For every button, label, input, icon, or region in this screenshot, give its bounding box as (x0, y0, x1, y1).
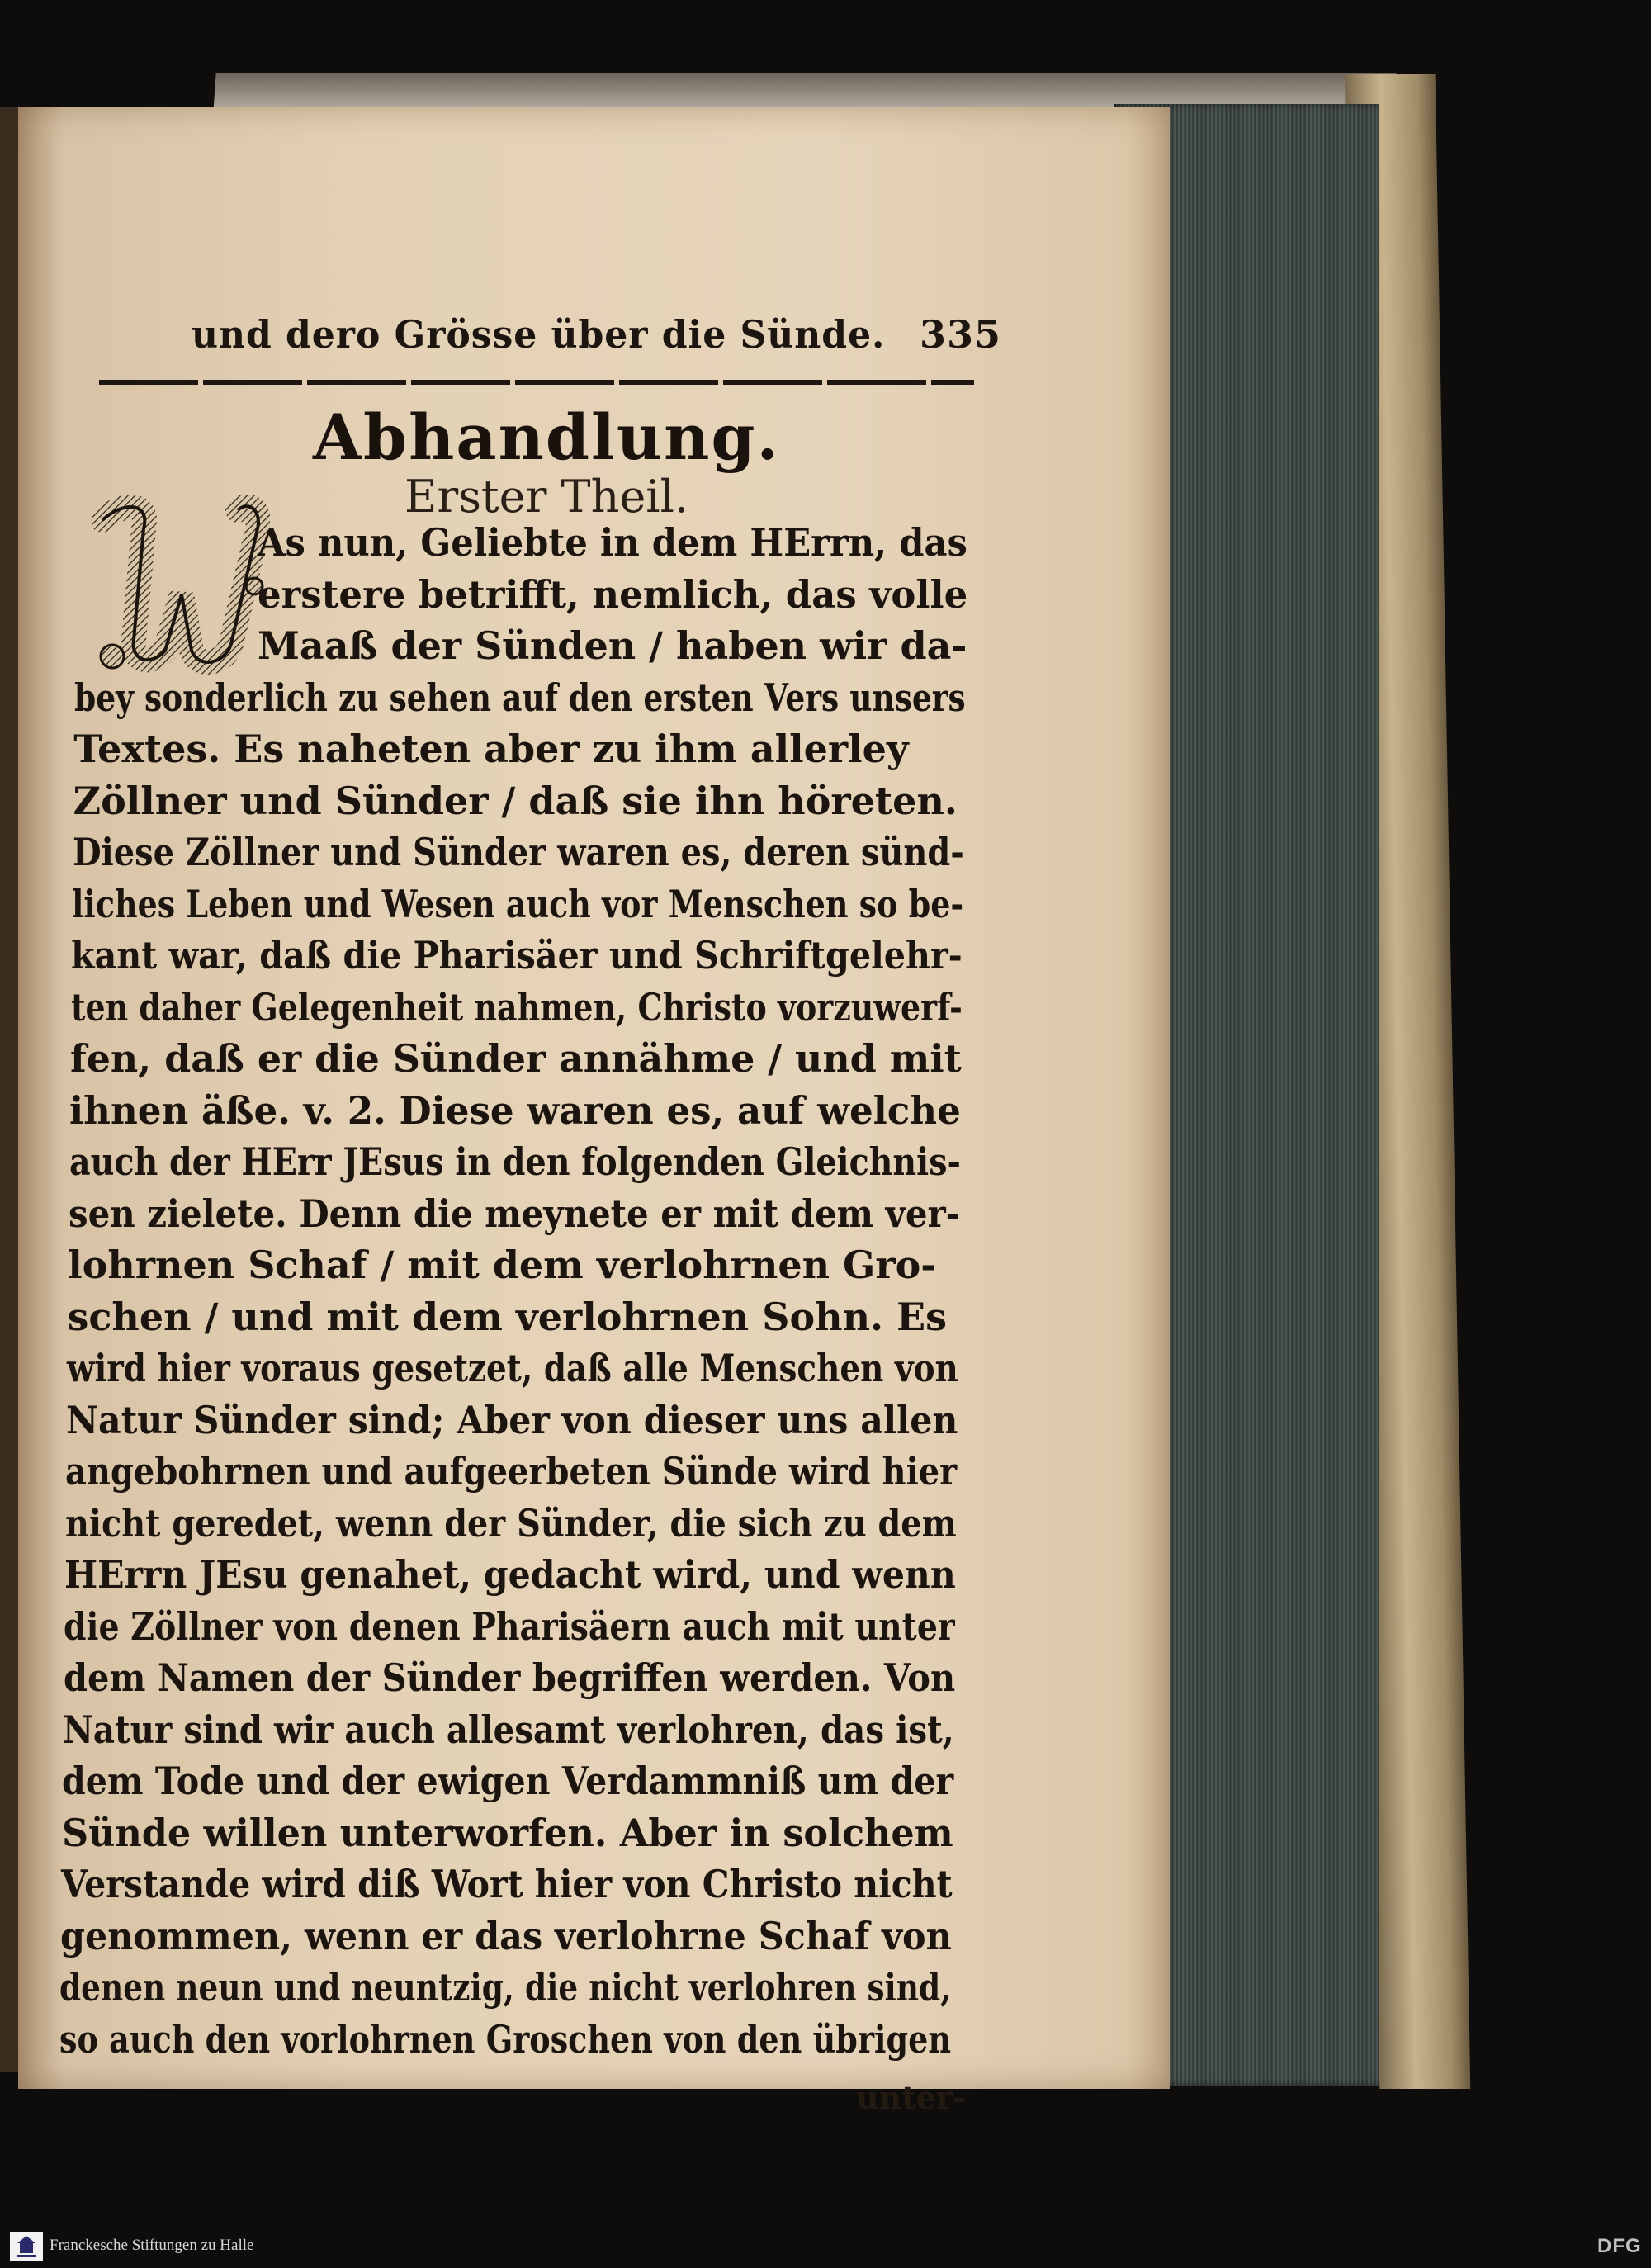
text-line: kant war, daß die Pharisäer und Schriftgelehr- (71, 933, 963, 978)
text-line: ten daher Gelegenheit nahmen, Christo vorzuwerf- (70, 984, 963, 1030)
text-line: lohrnen Schaf / mit dem verlohrnen Gro- (68, 1243, 937, 1287)
text-line: Verstande wird diß Wort hier von Christo nicht (60, 1862, 953, 1906)
footer-dfg-badge: DFG (1597, 2235, 1642, 2257)
text-line: HErrn JEsu genahet, gedacht wird, und wenn (64, 1552, 956, 1597)
page-number: 335 (920, 312, 1002, 357)
text-line: schen / und mit dem verlohrnen Sohn. Es (67, 1294, 948, 1339)
footer-bar (0, 2225, 1651, 2268)
text-line: bey sonderlich zu sehen auf den ersten Vers unsers (73, 675, 966, 720)
text-line: liches Leben und Wesen auch vor Menschen so be- (72, 881, 964, 926)
text-line: Natur sind wir auch allesamt verlohren, das ist, (62, 1707, 954, 1752)
running-head (192, 312, 1002, 370)
text-line: sen zielete. Denn die meynete er mit dem ver- (68, 1191, 960, 1236)
text-line: ihnen äße. v. 2. Diese waren es, auf welche (69, 1087, 962, 1133)
running-head-title: und dero Grösse über die Sünde. (192, 312, 886, 357)
text-line: dem Namen der Sünder begriffen werden. Von (63, 1655, 955, 1700)
text-line: Diese Zöllner und Sünder waren es, deren sünd- (72, 830, 964, 874)
text-line: genommen, wenn er das verlohrne Schaf von (60, 1913, 952, 1958)
text-line: Maaß der Sünden / haben wir da- (258, 623, 967, 668)
text-line: dem Tode und der ewigen Verdammniß um der (62, 1759, 954, 1803)
section-subheading: Erster Theil. (404, 471, 689, 523)
text-line: erstere betrifft, nemlich, das volle (258, 571, 968, 617)
text-line: fen, daß er die Sünder annähme / und mit (70, 1036, 962, 1081)
text-line: angebohrnen und aufgeerbeten Sünde wird hier (65, 1449, 958, 1494)
header-rule (99, 380, 974, 385)
text-line: Zöllner und Sünder / daß sie ihn höreten. (73, 778, 958, 823)
text-line: die Zöllner von denen Pharisäern auch mit unter (64, 1603, 955, 1649)
section-heading: Abhandlung. (313, 400, 780, 474)
catchword: unter- (856, 2079, 966, 2116)
text-line: auch der HErr JEsus in den folgenden Gleichnis- (69, 1139, 961, 1184)
text-line: wird hier voraus gesetzet, daß alle Menschen von (66, 1346, 958, 1390)
text-line: Textes. Es naheten aber zu ihm allerley (73, 727, 909, 771)
footer-organization: Franckesche Stiftungen zu Halle (50, 2237, 254, 2254)
institution-logo-icon (10, 2232, 43, 2261)
text-line: As nun, Geliebte in dem HErrn, das (258, 520, 967, 565)
text-line: Sünde willen unterworfen. Aber in solchem (61, 1810, 953, 1855)
decorated-initial-letter (92, 495, 270, 677)
text-line: nicht geredet, wenn der Sünder, die sich zu dem (64, 1500, 957, 1546)
text-line: denen neun und neuntzig, die nicht verlohren sind, (59, 1965, 952, 2010)
book-page (18, 107, 1170, 2116)
text-line: Natur Sünder sind; Aber von dieser uns allen (66, 1397, 958, 1442)
text-line: so auch den vorlohrnen Groschen von den übrigen (59, 2016, 951, 2062)
